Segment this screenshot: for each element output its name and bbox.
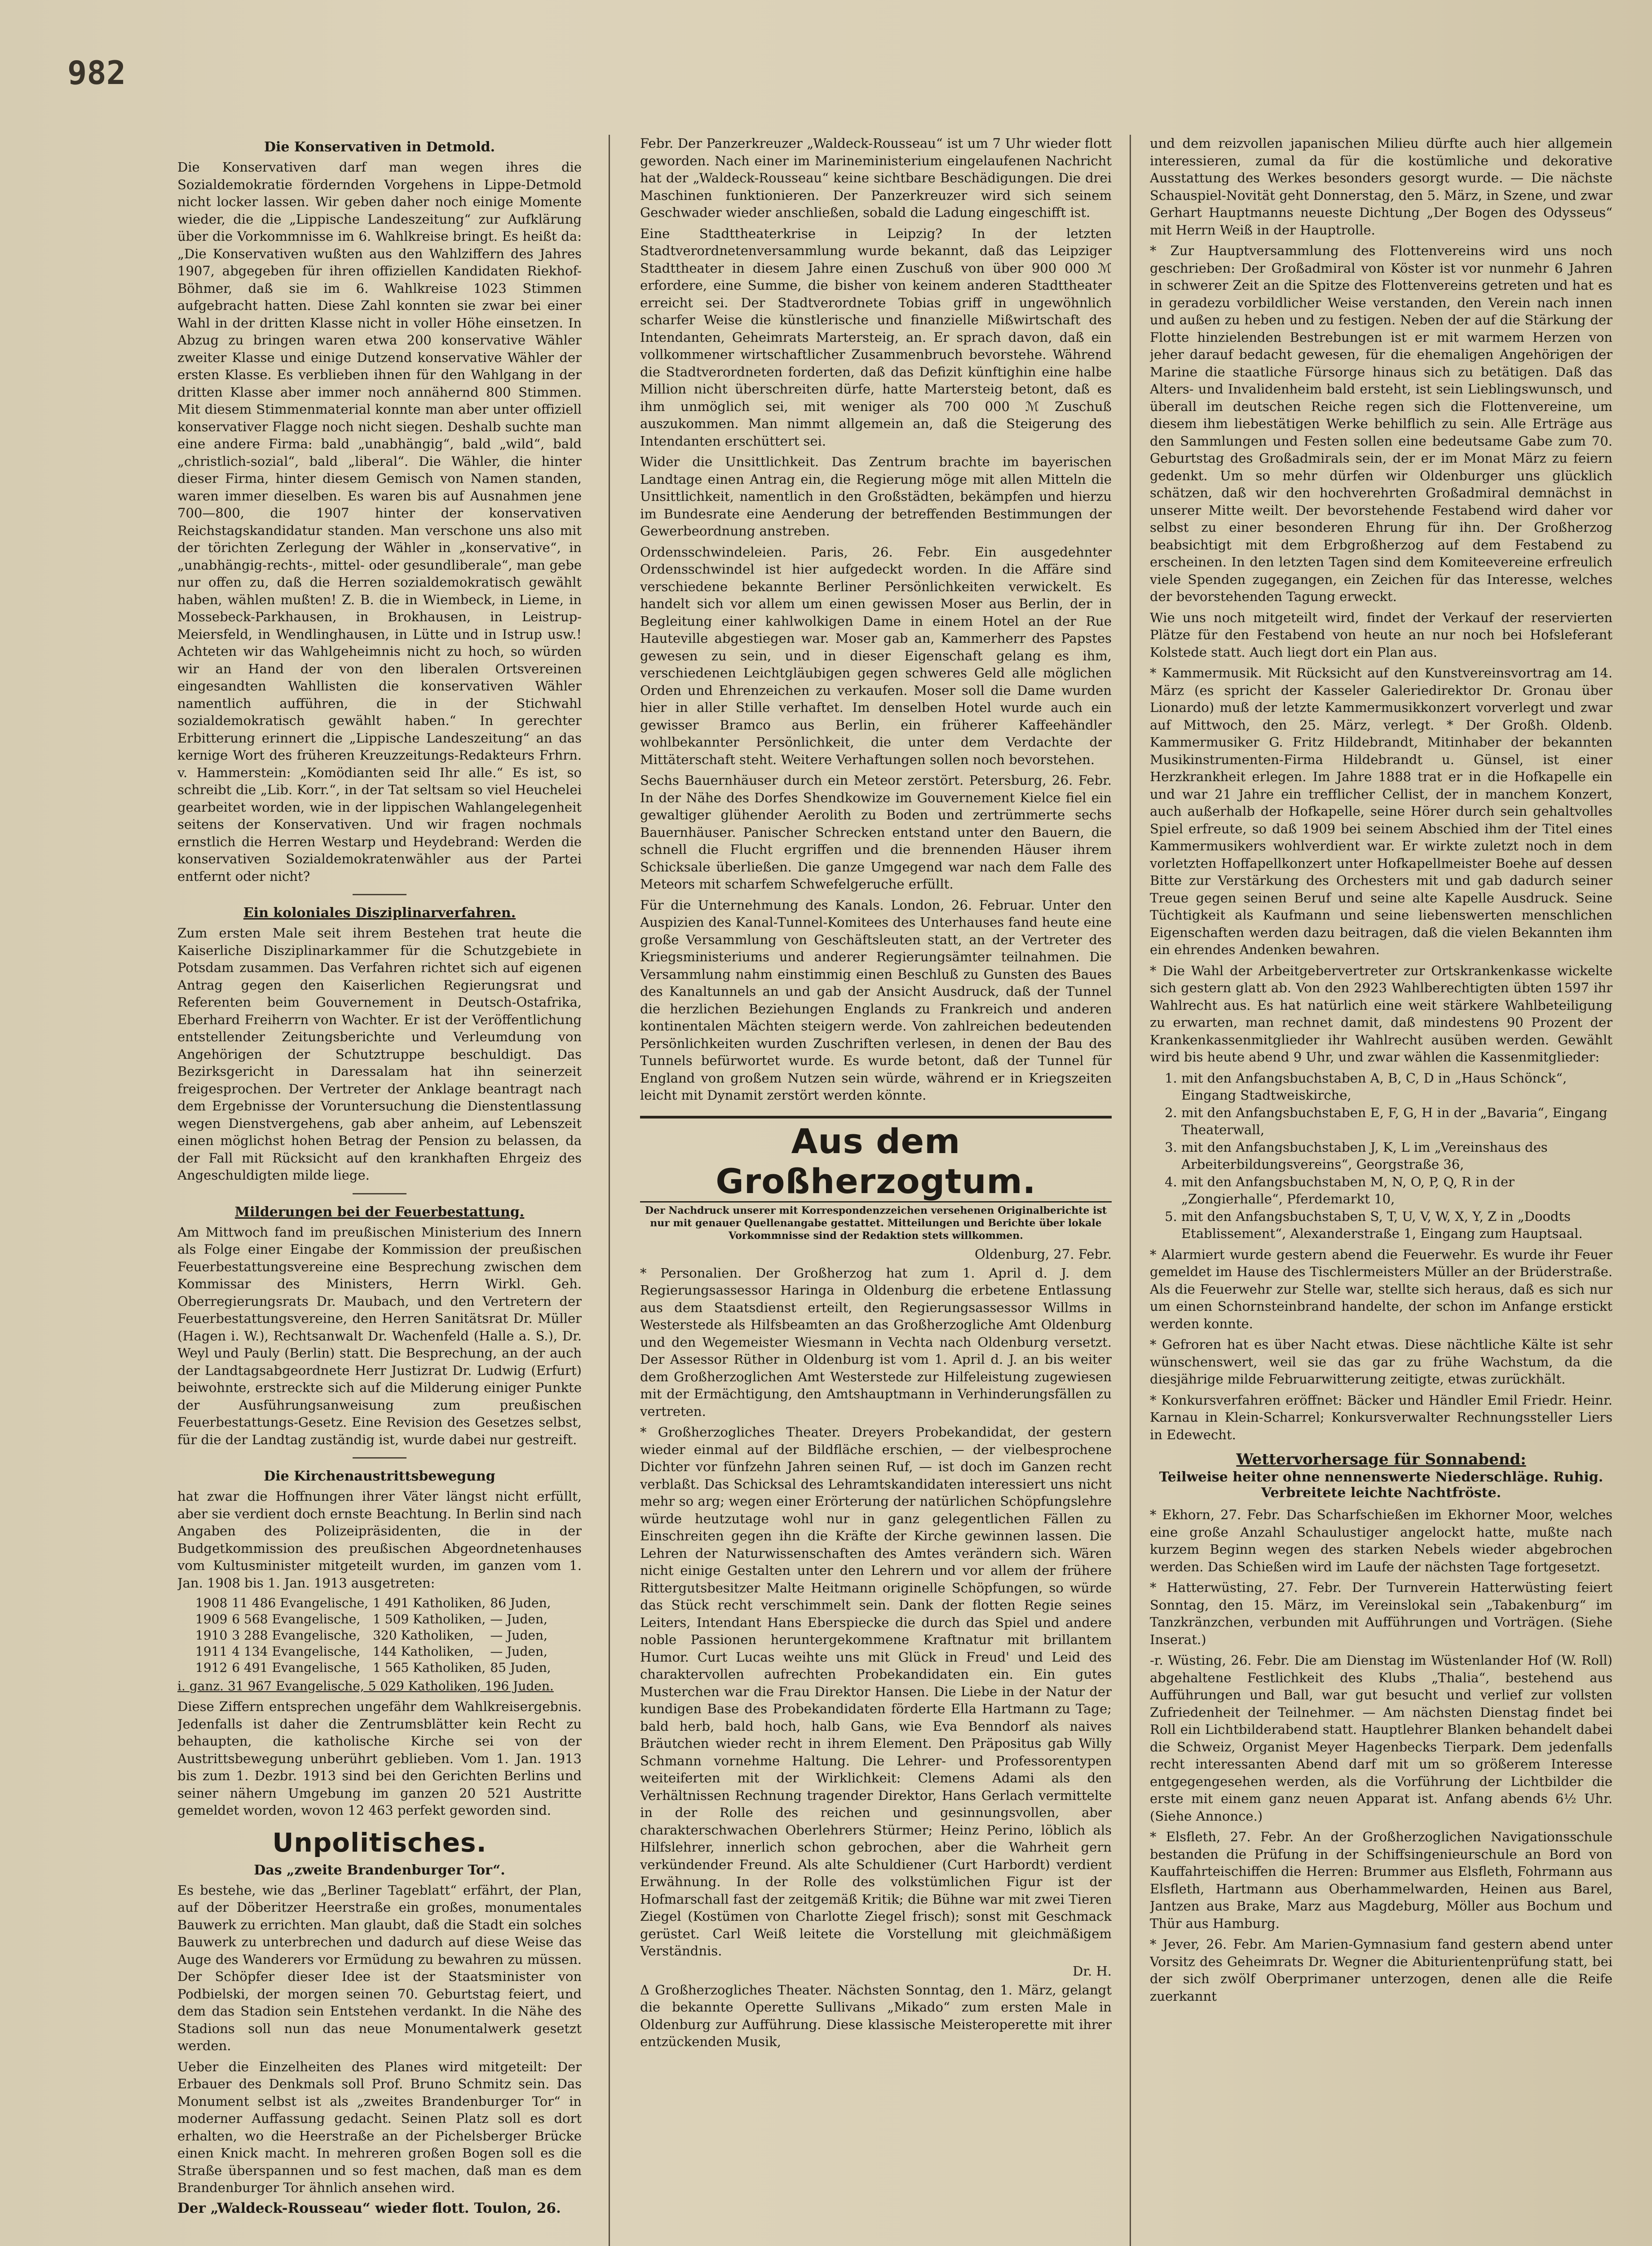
article-text: * Zur Hauptversammlung des Flottenvereins wird uns noch geschrieben: Der Großadmiral von Köster ist vor nunmehr 6 Jahren in schwerer Zeit an die Spitze des Flottenvereins getreten und hat es in geradezu vorbildlicher Weise verstanden, den Verein nach innen und außen zu heben und zu festigen. Neben der auf die Stärkung der Flotte hinzielenden Bestrebungen ist er mit warmem Herzen von jeher darauf bedacht gewesen, für die ehemaligen Angehörigen der Marine die staatliche Fürsorge hinaus sich zu betätigen. Daß das Alters- und Invalidenheim bald ersteht, ist sein Lieblingswunsch, und überall im deutschen Reiche regen sich die Flottenvereine, um diesem ihm liebestätigen Werke behilflich zu sein. Alle Erträge aus den Sammlungen und Festen sollen eine bedeutsame Gabe zum 70. Geburtstag des Großadmirals sein, der er im Monat März zu feiern gedenkt. Um so mehr dürfen wir Oldenburger uns glücklich schätzen, daß wir den hochverehrten Großadmiral demnächst in unserer Mitte weilt. Der bevorstehende Festabend wird daher vor selbst zu einer besonderen Ehrung für ihn. Der Großherzog beabsichtigt mit dem Erbgroßherzog auf dem Festabend zu erscheinen. In den letzten Tagen sind dem Komiteevereine erfreulich viele Spenden zugegangen, ein Zeichen für das Interesse, welches der bevorstehenden Tagung erweckt.: [1150, 243, 1612, 604]
article-text: * Die Wahl der Arbeitgebervertreter zur Ortskrankenkasse wickelte sich gestern glatt ab. Von den 2923 Wahlberechtigten übten 1597 ihr Wahlrecht aus. Es hat natürlich eine weit stärkere Wahlbeteiligung zu erwarten, man rechnet damit, daß mindestens 90 Prozent der Krankenkassenmitglieder ihr Wahlrecht ausüben werden. Gewählt wird bis heute abend 9 Uhr, und zwar wählen die Kassenmitglieder:: [1150, 963, 1612, 1065]
section-heading-unpolitisches: Unpolitisches.: [272, 1827, 487, 1858]
article-text: Ueber die Einzelheiten des Planes wird mitgeteilt: Der Erbauer des Denkmals soll Prof. Bruno Schmitz sein. Das Monument selbst ist als „zweites Brandenburger Tor“ in moderner Auffassung gedacht. Seinen Platz soll es dort erhalten, wo die Heerstraße an der Pichelsberger Brücke einen Knick macht. In mehreren großen Bogen soll es die Straße überspannen und so fest machen, daß man es dem Brandenburger Tor ähnlich ansehen wird.: [177, 2059, 582, 2195]
article-text: Eine Stadttheaterkrise in Leipzig? In der letzten Stadtverordnetenversammlung wurde bekannt, daß das Leipziger Stadttheater in diesem Jahre einen Zuschuß von über 900 000 ℳ erfordere, eine Summe, die bisher von keinem anderen Stadttheater erreicht sei. Der Stadtverordnete Tobias griff in ungewöhnlich scharfer Weise die künstlerische und finanzielle Mißwirtschaft des Intendanten, Geheimrats Martersteig, an. Er sprach davon, daß ein vollkommener wirtschaftlicher Zusammenbruch bevorstehe. Während die Stadtverordneten forderten, daß das Defizit künftighin eine halbe Million nicht überschreiten dürfe, hatte Martersteig betont, daß es ihm unmöglich sei, mit weniger als 700 000 ℳ Zuschuß auszukommen. Man nimmt allgemein an, daß die Steigerung des Intendanten erschüttert sei.: [640, 225, 1112, 449]
table-cell: 85 Juden,: [490, 1660, 551, 1675]
article-text: Diese Ziffern entsprechen ungefähr dem Wahlkreisergebnis. Jedenfalls ist daher die Zentrumsblätter kein Recht zu behaupten, die katholische Kirche sei von der Austrittsbewegung unberührt geblieben. Vom 1. Jan. 1913 bis zum 1. Dezbr. 1913 sind bei den Gerichten Berlins und seiner nähern Umgebung im ganzen 20 521 Austritte gemeldet worden, wovon 12 463 perfekt geworden sind.: [177, 1699, 582, 1818]
list-item: 2. mit den Anfangsbuchstaben E, F, G, H in der „Bavaria“, Eingang Theaterwall,: [1181, 1104, 1612, 1139]
table-row: [195, 1627, 556, 1644]
article-text: * Hatterwüsting, 27. Febr. Der Turnverein Hatterwüsting feiert Sonntag, den 15. März, im Vereinslokal sein „Tabakenburg“ im Tanzkränzchen, verbunden mit Aufführungen und Vorträgen. (Siehe Inserat.): [1150, 1580, 1612, 1647]
article-heading-brandenburger-tor: Das „zweite Brandenburger Tor“.: [254, 1862, 505, 1878]
statistics-total: i. ganz. 31 967 Evangelische, 5 029 Katholiken, 196 Juden.: [177, 1679, 554, 1693]
church-exit-statistics-table: [195, 1595, 556, 1676]
table-cell: 144 Katholiken,: [373, 1644, 474, 1659]
article-text: Am Mittwoch fand im preußischen Ministerium des Innern als Folge einer Eingabe der Kommission der preußischen Feuerbestattungsvereine eine Besprechung zwischen dem Kommissar des Ministers, Herrn Wirkl. Geh. Oberregierungsrats Dr. Maubach, und den Vertretern der Feuerbestattungsvereine, den Herren Sanitätsrat Dr. Müller (Hagen i. W.), Rechtsanwalt Dr. Wachenfeld (Halle a. S.), Dr. Weyl und Pauly (Berlin) statt. Die Besprechung, an der auch der Landtagsabgeordnete Herr Justizrat Dr. Ludwig (Erfurt) beiwohnte, erstreckte sich auf die Milderung einiger Punkte der Ausführungsanweisung zum preußischen Feuerbestattungs-Gesetz. Eine Revision des Gesetzes selbst, für die der Landtag zuständig ist, wurde dabei nur gestreift.: [177, 1224, 582, 1447]
table-cell: 3 288 Evangelische,: [232, 1628, 361, 1643]
table-cell: — Juden,: [490, 1628, 548, 1643]
article-text: * Konkursverfahren eröffnet: Bäcker und Händler Emil Friedr. Heinr. Karnau in Klein-Scharrel; Konkursverwalter Rechnungssteller Liers in Edewecht.: [1150, 1392, 1612, 1442]
author-signature: Dr. H.: [1073, 1963, 1112, 1979]
section-heading-grossherzogtum: Aus dem Großherzogtum.: [640, 1116, 1112, 1203]
reprint-notice: Der Nachdruck unserer mit Korrespondenzzeichen versehenen Originalberichte ist nur mit genauer Quellenangabe gestattet. Mitteilungen und Berichte über lokale Vorkommnisse sind der Redaktion stets willkommen.: [645, 1204, 1107, 1242]
article-heading-waldeck-rousseau: Der „Waldeck-Rousseau“ wieder flott. Toulon, 26.: [177, 2200, 561, 2216]
article-text: Für die Unternehmung des Kanals. London, 26. Februar. Unter den Auspizien des Kanal-Tunnel-Komitees des Unterhauses fand heute eine große Versammlung von Geschäftsleuten statt, an der Vertreter des Kriegsministeriums und anderer Regierungsämter teilnahmen. Die Versammlung nahm einstimmig einen Beschluß zu Gunsten des Baues des Kanaltunnels an und gab der Ansicht Ausdruck, daß der Tunnel die herzlichen Beziehungen Englands zu Frankreich und anderen kontinentalen Mächten steigern werde. Von zahlreichen bedeutenden Persönlichkeiten wurden Zuschriften verlesen, in denen der Bau des Tunnels befürwortet wurde. Es wurde betont, daß der Tunnel für England von großem Nutzen sein würde, während er in Kriegszeiten leicht mit Dynamit zerstört werden könnte.: [640, 897, 1112, 1103]
article-text: * Personalien. Der Großherzog hat zum 1. April d. J. dem Regierungsassessor Haringa in Oldenburg die erbetene Entlassung aus dem Staatsdienst erteilt, den Regierungsassessor Willms in Westerstede als Hilfsbeamten an das Großherzogliche Amt Oldenburg und den Wegemeister Wiesmann in Vechta nach Oldenburg versetzt. Der Assessor Rüther in Oldenburg ist vom 1. April d. J. an bis weiter dem Großherzoglichen Amt Westerstede zur Hilfeleistung zugewiesen mit der Ermächtigung, den Amtshauptmann in Verhinderungsfällen zu vertreten.: [640, 1265, 1112, 1419]
column-rule: [609, 135, 610, 2246]
article-text: Die Konservativen darf man wegen ihres die Sozialdemokratie fördernden Vorgehens in Lippe-Detmold nicht locker lassen. Wir geben daher noch einige Momente wieder, die die „Lippische Landeszeitung“ zur Aufklärung über die Vorkommnisse im 6. Wahlkreise bringt. Es heißt da: „Die Konservativen wußten aus den Wahlziffern des Jahres 1907, abgegeben für ihren offiziellen Kandidaten Riekhof-Böhmer, daß sie im 6. Wahlkreise 1023 Stimmen aufgebracht hatten. Diese Zahl konnten sie zwar bei einer Wahl in der dritten Klasse nicht in voller Höhe einsetzen. In Abzug zu bringen waren etwa 200 konservative Wähler zweiter Klasse und einige Dutzend konservative Wähler der ersten Klasse. Es verblieben ihnen für den Wahlgang in der dritten Klasse aber immer noch annähernd 800 Stimmen. Mit diesem Stimmenmaterial konnte man aber unter offiziell konservativer Flagge noch nicht siegen. Deshalb suchte man eine andere Firma: bald „unabhängig“, bald „wild“, bald „christlich-sozial“, bald „liberal“. Die Wähler, die hinter dieser Firma, hinter diesem Gemisch von Namen standen, waren immer dieselben. Es waren bis auf Ausnahmen jene 700—800, die 1907 hinter der konservativen Reichstagskandidatur standen. Man verschone uns also mit der törichten Zerlegung der Wähler in „konservative“, in „unabhängig-rechts-, mittel- oder gesundliberale“, man gebe nur offen zu, daß die Herren sozialdemokratisch gewählt haben, wählen mußten! Z. B. die in Wiembeck, in Lieme, in Mossebeck-Parkhausen, in Brokhausen, in Leistrup-Meiersfeld, in Wendlinghausen, in Lütte und in Istrup usw.! Achteten wir das Wahlgeheimnis nicht zu hoch, so würden wir an Hand der von den liberalen Ortsvereinen eingesandten Wahllisten die konservativen Wähler namentlich aufführen, die in der Stichwahl sozialdemokratisch gewählt haben.“ In gerechter Erbitterung erinnert die „Lippische Landeszeitung“ an das kernige Wort des früheren Kreuzzeitungs-Redakteurs Frhrn. v. Hammerstein: „Komödianten seid Ihr alle.“ Es ist, so schreibt die „Lib. Korr.“, in der Tat seltsam so viel Heuchelei gearbeitet worden, wie in der lippischen Wahlangelegenheit seitens der Konservativen. Und wir fragen nochmals ernstlich die Herren Westarp und Heydebrand: Werden die konservativen Sozialdemokratenwähler aus der Partei entfernt oder nicht?: [177, 159, 582, 884]
column-3: [1150, 135, 1612, 2246]
table-row: [195, 1595, 556, 1611]
table-cell: 1 509 Katholiken,: [373, 1612, 486, 1627]
list-item: 5. mit den Anfangsbuchstaben S, T, U, V, W, X, Y, Z in „Doodts Etablissement“, Alexanderstraße 1, Eingang zum Hauptsaal.: [1181, 1208, 1612, 1242]
column-1: [177, 135, 582, 2246]
article-text: Sechs Bauernhäuser durch ein Meteor zerstört. Petersburg, 26. Febr. In der Nähe des Dorfes Shendkowize im Gouvernement Kielce fiel ein gewaltiger glühender Aerolith zu Boden und zertrümmerte sechs Bauernhäuser. Panischer Schrecken entstand unter den Bauern, die schnell die Flucht ergriffen und die brennenden Häuser ihrem Schicksale überließen. Die ganze Umgegend war nach dem Falle des Meteors mit scharfem Schwefelgeruche erfüllt.: [640, 773, 1112, 892]
article-text: * Kammermusik. Mit Rücksicht auf den Kunstvereinsvortrag am 14. März (es spricht der Kasseler Galeriedirektor Dr. Gronau über Lionardo) muß der letzte Kammermusikkonzert vorverlegt und zwar auf Mittwoch, den 25. März, verlegt. * Der Großh. Oldenb. Kammermusiker G. Fritz Hildebrandt, Mitinhaber der bekannten Musikinstrumenten-Firma Hildebrandt u. Günsel, ist einer Herzkrankheit erlegen. Im Jahre 1888 trat er in die Hofkapelle ein und war 21 Jahre ein trefflicher Cellist, der in manchem Konzert, auch außerhalb der Hofkapelle, seine Hörer durch sein gehaltvolles Spiel erfreute, so daß 1909 bei seinem Abschied ihm der Titel eines Kammermusikers wohlverdient war. Er wirkte zuletzt noch in dem vorletzten Hoffapellkonzert unter Hofkapellmeister Boehe auf dessen Bitte zur Verstärkung des Orchesters mit und gab dadurch seiner Treue gegen seinen Beruf und seine alte Kapelle Ausdruck. Seine Tüchtigkeit als Kaufmann und seine liebenswerten menschlichen Eigenschaften werden dazu beitragen, daß die vielen Bekannten ihm ein ehrendes Andenken bewahren.: [1150, 665, 1612, 957]
table-row: [195, 1660, 556, 1676]
article-text: Ordensschwindeleien. Paris, 26. Febr. Ein ausgedehnter Ordensschwindel ist hier aufgedeckt worden. In die Affäre sind verschiedene bekannte Berliner Persönlichkeiten verwickelt. Es handelt sich vor allem um einen gewissen Moser aus Berlin, der in Begleitung einer kahlwolkigen Dame in einem Hotel an der Rue Hauteville abgestiegen war. Moser gab an, Kammerherr des Papstes gewesen zu sein, und in dieser Eigenschaft gelang es ihm, verschiedenen Leichtgläubigen gegen schweres Geld alle möglichen Orden und Ehrenzeichen zu verkaufen. Moser soll die Dame wurden hier in aller Stille verhaftet. Im denselben Hotel wurde auch ein gewisser Bramco aus Berlin, ein früherer Kaffeehändler wohlbekannter Persönlichkeit, die unter dem Verdachte der Mittäterschaft steht. Weitere Verhaftungen sollen noch bevorstehen.: [640, 544, 1112, 767]
column-rule: [1130, 135, 1131, 2246]
table-cell: 11 486 Evangelische,: [232, 1596, 369, 1610]
table-cell: — Juden,: [490, 1644, 548, 1659]
list-item: 3. mit den Anfangsbuchstaben J, K, L im „Vereinshaus des Arbeiterbildungsvereins“, Georgstraße 36,: [1181, 1139, 1612, 1173]
article-text: Zum ersten Male seit ihrem Bestehen trat heute die Kaiserliche Disziplinarkammer für die Schutzgebiete in Potsdam zusammen. Das Verfahren richtet sich auf eigenen Antrag gegen den Kaiserlichen Regierungsrat und Referenten beim Gouvernement in Deutsch-Ostafrika, Eberhard Freiherrn von Wachter. Er ist der Veröffentlichung entstellender Zeitungsberichte und Verleumdung von Angehörigen der Schutztruppe beschuldigt. Das Bezirksgericht in Daressalam hat ihn seinerzeit freigesprochen. Der Vertreter der Anklage beantragt nach dem Ergebnisse der Voruntersuchung die Dienstentlassung wegen Dienstvergehens, gab aber anheim, auf Lebenszeit einen möglichst hohen Betrag der Pension zu belassen, da der Fall mit Rücksicht auf den krankhaften Ehrgeiz des Angeschuldigten milde liege.: [177, 925, 582, 1183]
article-text: * Elsfleth, 27. Febr. An der Großherzoglichen Navigationsschule bestanden die Prüfung in der Schiffsingenieurschule an Bord von Kauffahrteischiffen die Herren: Brummer aus Elsfleth, Fohrmann aus Elsfleth, Hartmann aus Oberhammelwarden, Heinen aus Barel, Jantzen aus Brake, Marz aus Magdeburg, Möller aus Bochum und Thür aus Hamburg.: [1150, 1829, 1612, 1931]
weather-forecast-heading: Wettervorhersage für Sonnabend:: [1236, 1450, 1526, 1468]
article-heading-disziplinarverfahren: Ein koloniales Disziplinarverfahren.: [243, 905, 516, 921]
table-cell: 6 568 Evangelische,: [232, 1612, 361, 1627]
table-cell: 6 491 Evangelische,: [232, 1660, 361, 1675]
dateline: Oldenburg, 27. Febr.: [974, 1246, 1112, 1262]
weather-forecast-text: Teilweise heiter ohne nennenswerte Niederschläge. Ruhig. Verbreitete leichte Nachtfröste.: [1159, 1469, 1603, 1501]
table-cell: — Juden,: [490, 1612, 548, 1627]
article-text: * Jever, 26. Febr. Am Marien-Gymnasium fand gestern abend unter Vorsitz des Geheimrats Dr. Wegner die Abiturientenprüfung statt, bei der sich zwölf Oberprimaner unterzogen, denen alle die Reife zuerkannt: [1150, 1937, 1612, 2004]
article-text: * Ekhorn, 27. Febr. Das Scharfschießen im Ekhorner Moor, welches eine große Anzahl Schaulustiger angelockt hatte, mußte nach kurzem Beginn wegen des starken Nebels wieder abgebrochen werden. Das Schießen wird im Laufe der nächsten Tage fortgesetzt.: [1150, 1507, 1612, 1574]
table-cell: 86 Juden,: [490, 1596, 551, 1610]
article-heading-feuerbestattung: Milderungen bei der Feuerbestattung.: [234, 1204, 525, 1220]
table-row: [195, 1644, 556, 1660]
column-2: [640, 135, 1112, 2246]
article-text: Δ Großherzogliches Theater. Nächsten Sonntag, den 1. März, gelangt die bekannte Operette Sullivans „Mikado“ zum ersten Male in Oldenburg zur Aufführung. Diese klassische Meisteroperette mit ihrer entzückenden Musik,: [640, 1982, 1112, 2049]
divider: [353, 894, 406, 895]
list-item: 1. mit den Anfangsbuchstaben A, B, C, D in „Haus Schönck“, Eingang Stadtweiskirche,: [1181, 1070, 1612, 1104]
article-heading-konservativen: Die Konservativen in Detmold.: [264, 139, 495, 155]
article-text: und dem reizvollen japanischen Milieu dürfte auch hier allgemein interessieren, zumal da für die kostümliche und dekorative Ausstattung des Werkes besonders gesorgt wurde. — Die nächste Schauspiel-Novität geht Donnerstag, den 5. März, in Szene, und zwar Gerhart Hauptmanns neueste Dichtung „Der Bogen des Odysseus“ mit Herrn Weiß in der Hauptrolle.: [1150, 136, 1612, 238]
table-cell: 4 134 Evangelische,: [232, 1644, 361, 1659]
table-cell: 1911: [195, 1644, 228, 1659]
polling-stations-list: [1150, 1070, 1612, 1242]
article-text: Es bestehe, wie das „Berliner Tageblatt“ erfährt, der Plan, auf der Döberitzer Heerstraße ein großes, monumentales Bauwerk zu errichten. Man glaubt, daß die Stadt ein solches Bauwerk zu unterbrechen und dadurch auf diese Weise das Auge des Wanderers vor Ermüdung zu bewahren zu müssen. Der Schöpfer dieser Idee ist der Staatsminister von Podbielski, der morgen seinen 70. Geburtstag feiert, und dem das Stadion sein Entstehen verdankt. In die Nähe des Stadions soll nun das neue Monumentalwerk gesetzt werden.: [177, 1882, 582, 2053]
list-item: 4. mit den Anfangsbuchstaben M, N, O, P, Q, R in der „Zongierhalle“, Pferdemarkt 10,: [1181, 1173, 1612, 1208]
table-cell: 1910: [195, 1628, 228, 1643]
table-cell: 1909: [195, 1612, 228, 1627]
table-cell: 1908: [195, 1596, 228, 1610]
table-cell: 1 565 Katholiken,: [373, 1660, 486, 1675]
table-row: [195, 1611, 556, 1627]
page-number: 982: [67, 54, 126, 92]
table-cell: 1912: [195, 1660, 228, 1675]
article-text: * Alarmiert wurde gestern abend die Feuerwehr. Es wurde ihr Feuer gemeldet im Hause des Tischlermeisters Müller an der Brüderstraße. Als die Feuerwehr zur Stelle war, stellte sich heraus, daß es sich nur um einen Schornsteinbrand handelte, der schon im Anfange erstickt werden konnte.: [1150, 1247, 1612, 1331]
article-text: Wie uns noch mitgeteilt wird, findet der Verkauf der reservierten Plätze für den Festabend von heute an nur noch bei Hofsleferant Kolstede statt. Auch liegt dort ein Plan aus.: [1150, 610, 1612, 660]
article-text: hat zwar die Hoffnungen ihrer Väter längst nicht erfüllt, aber sie verdient doch ernste Beachtung. In Berlin sind nach Angaben des Polizeipräsidenten, die in der Budgetkommission des preußischen Abgeordnetenhauses vom Kultusminister mitgeteilt wurden, im ganzen vom 1. Jan. 1908 bis 1. Jan. 1913 ausgetreten:: [177, 1489, 582, 1591]
divider: [353, 1457, 406, 1459]
article-text: * Großherzogliches Theater. Dreyers Probekandidat, der gestern wieder einmal auf der Bildfläche erschien, — der vielbesprochene Dichter vor fünfzehn Jahren seinen Ruf, — ist doch im Ganzen recht verblaßt. Das Schicksal des Lehramtskandidaten interessiert uns nicht mehr so arg; wegen einer Erörterung der natürlichen Schöpfungslehre würde heutzutage wohl nur in ganz gelegentlichen Fällen zu Einschreiten gegen ihn die Kräfte der Kirche gewinnen lassen. Die Lehren der Naturwissenschaften des Amtes verändern sich. Wären nicht einige Gestalten unter den Lehrern und vor allem der frühere Rittergutsbesitzer Malte Heitmann originelle Schöpfungen, so würde das Stück recht verschimmelt sein. Dank der flotten Regie seines Leiters, Intendant Hans Eberspiecke die durch das Spiel und andere noble Passionen heruntergekommene Kraftnatur mit brillantem Humor. Curt Lucas weihte uns mit Glück in Freud' und Leid des charaktervollen aufrechten Probekandidaten ein. Ein gutes Musterchen war die Frau Direktor Hansen. Die Liebe in der Natur der kundigen Base des Probekandidaten förderte Ella Hartmann zu Tage; bald herb, bald hoch, halb Gans, wie Eva Benndorf als naives Bräutchen wieder recht in ihrem Element. Den Präpositus gab Willy Schmann vornehme Haltung. Die Lehrer- und Professorentypen weiteiferten mit der Wirklichkeit: Clemens Adami als den Verhältnissen Rechnung tragender Direktor, Hans Gerlach vermittelte in der Rolle des reichen und gesinnungsvollen, aber charakterschwachen Oberlehrers Stürmer; Heinz Perino, löblich als Hilfslehrer, innerlich schon gebrochen, aber die Wahrheit gern verkündender Freund. Als alte Schuldiener (Curt Harbordt) verdient Erwähnung. In der Rolle des volkstümlichen Figur ist der Hofmarschall fast der zeitgemäß Kritik; die Bühne war mit zwei Tieren Ziegel (Kostümen von Charlotte Ziegel frisch); sonst mit Geschmack gerüstet. Carl Weiß leitete die Vorstellung mit gleichmäßigem Verständnis.: [640, 1424, 1112, 1959]
divider: [353, 1193, 406, 1194]
article-heading-kirchenaustritt: Die Kirchenaustrittsbewegung: [264, 1468, 495, 1484]
article-text: Febr. Der Panzerkreuzer „Waldeck-Rousseau“ ist um 7 Uhr wieder flott geworden. Nach einer im Marineministerium eingelaufenen Nachricht hat der „Waldeck-Rousseau“ keine sichtbare Beschädigungen. Die drei Maschinen funktionieren. Der Panzerkreuzer wird sich seinem Geschwader wieder anschließen, sobald die Ladung eingeschifft ist.: [640, 136, 1112, 220]
article-text: Wider die Unsittlichkeit. Das Zentrum brachte im bayerischen Landtage einen Antrag ein, die Regierung möge mit allen Mitteln die Unsittlichkeit, namentlich in den Großstädten, bekämpfen und hierzu im Bundesrate eine Aenderung der betreffenden Bestimmungen der Gewerbeordnung anstreben.: [640, 454, 1112, 539]
table-cell: 320 Katholiken,: [373, 1628, 474, 1643]
table-cell: 1 491 Katholiken,: [373, 1596, 486, 1610]
article-text: -r. Wüsting, 26. Febr. Die am Dienstag im Wüstenlander Hof (W. Roll) abgehaltene Festlichkeit des Klubs „Thalia“, bestehend aus Aufführungen und Ball, war gut besucht und verlief zur vollsten Zufriedenheit der Teilnehmer. — Am nächsten Dienstag findet bei Roll ein Lichtbilderabend statt. Hauptlehrer Blanken behandelt dabei die Schweiz, Organist Meyer Hagenbecks Tierpark. Dem jedenfalls recht interessanten Abend darf mit um so größerem Interesse entgegengesehen werden, als die Vorführung der Lichtbilder die erste mit einem ganz neuen Apparat ist. Anfang abends 6½ Uhr. (Siehe Annonce.): [1150, 1653, 1612, 1824]
article-text: * Gefroren hat es über Nacht etwas. Diese nächtliche Kälte ist sehr wünschenswert, weil sie das gar zu frühe Wachstum, da die diesjährige milde Februarwitterung zeitigte, etwas zurückhält.: [1150, 1337, 1612, 1387]
